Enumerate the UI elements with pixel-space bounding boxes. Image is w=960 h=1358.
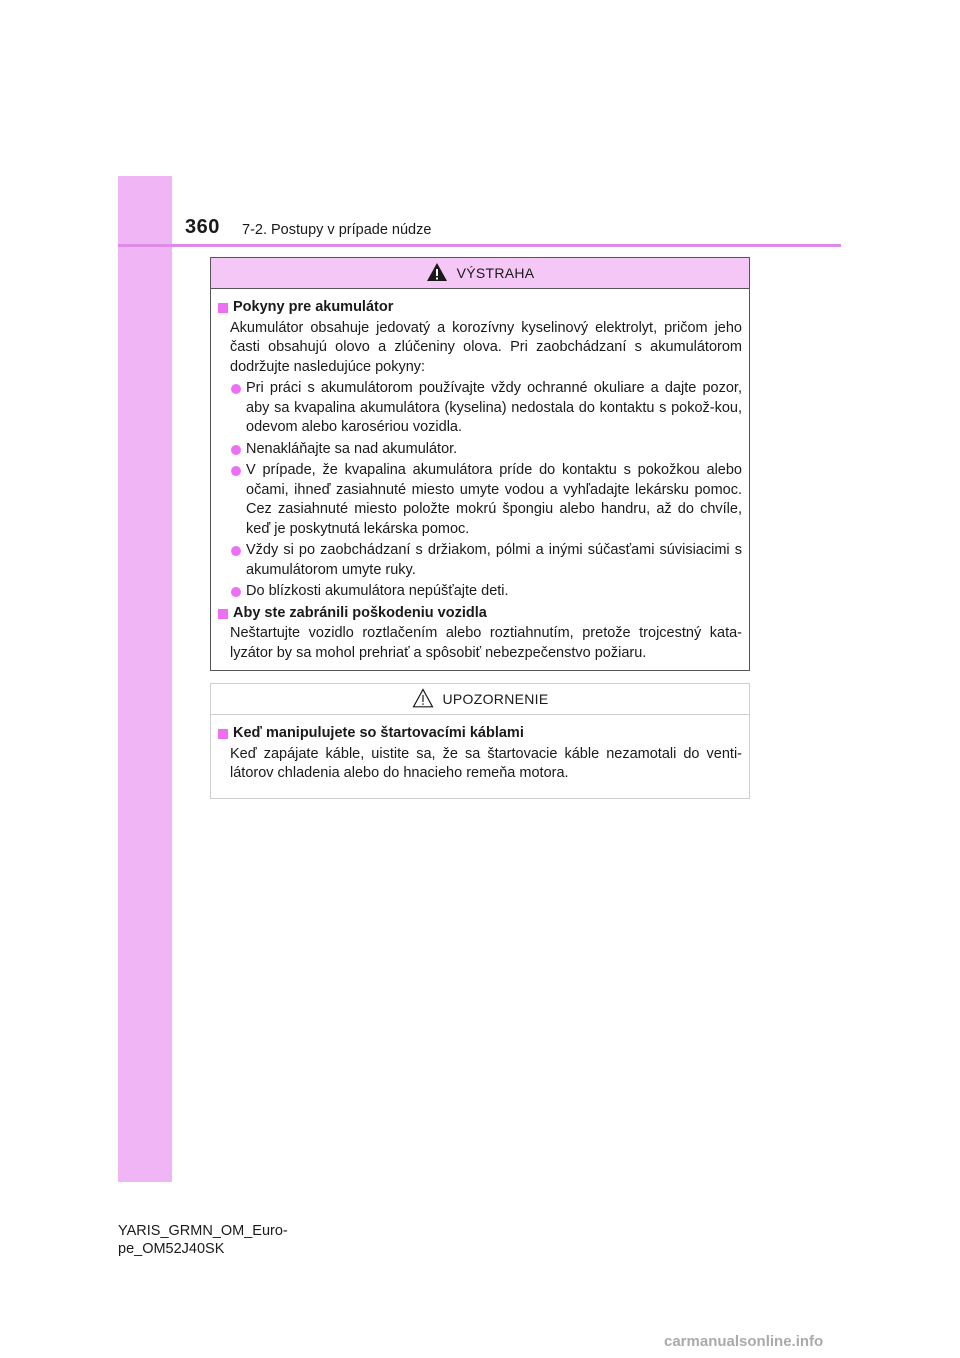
section-paragraph: Keď zapájate káble, uistite sa, že sa štartovacie káble nezamotali do venti-látorov chladenia alebo do hnacieho remeňa motora. <box>230 745 742 781</box>
section-paragraph: Akumulátor obsahuje jedovatý a korozívny kyselinový elektrolyt, pričom jeho časti obsahujú olovo a zlúčeniny olova. Pri zaobchádzaní s akumulátorom dodržujte nasledujúce pokyny: <box>230 319 742 375</box>
warning-section-vehicle <box>218 604 742 664</box>
warning-section-battery <box>218 298 742 602</box>
caution-header <box>211 684 749 715</box>
page-number: 360 <box>185 216 220 238</box>
section-paragraph: Neštartujte vozidlo roztlačením alebo roztiahnutím, pretože trojcestný kata-lyzátor by sa mohol prehriať a spôsobiť nebezpečenstvo požiaru. <box>230 625 742 661</box>
caution-title: UPOZORNENIE <box>442 691 549 707</box>
warning-triangle-outline-icon <box>412 688 434 708</box>
list-item <box>231 541 742 580</box>
caution-section-cables <box>218 724 742 784</box>
list-item <box>231 461 742 539</box>
round-bullet-icon <box>231 546 241 556</box>
warning-triangle-filled-icon <box>426 262 448 282</box>
square-bullet-icon <box>218 303 228 313</box>
watermark: carmanualsonline.info <box>664 1333 824 1350</box>
list-item <box>231 379 742 438</box>
warning-header <box>211 258 749 289</box>
heading-text: Keď manipulujete so štartovacími káblami <box>233 725 524 741</box>
round-bullet-icon <box>231 445 241 455</box>
list-item-text: V prípade, že kvapalina akumulátora príde do kontaktu s pokožkou alebo očami, ihneď zasiahnuté miesto umyte vodou a vyhľadajte lekársku pomoc. Cez zasiahnuté miesto položte mokrú špongiu alebo handru, až do chvíle, keď je poskytnutá lekárska pomoc. <box>246 462 742 537</box>
caution-box <box>210 683 750 799</box>
heading-text: Pokyny pre akumulátor <box>233 299 394 315</box>
caution-section-heading <box>218 724 742 744</box>
round-bullet-icon <box>231 466 241 476</box>
side-color-band <box>118 176 172 1182</box>
caution-body <box>211 715 749 784</box>
list-item-text: Do blízkosti akumulátora nepúšťajte deti. <box>246 583 509 599</box>
document-footer <box>118 1222 288 1258</box>
footer-line-2: pe_OM52J40SK <box>118 1241 225 1257</box>
warning-section-heading <box>218 298 742 318</box>
footer-line-1: YARIS_GRMN_OM_Euro- <box>118 1223 288 1239</box>
list-item <box>231 582 742 602</box>
warning-section-heading <box>218 604 742 624</box>
heading-text: Aby ste zabránili poškodeniu vozidla <box>233 604 487 621</box>
list-item-text: Pri práci s akumulátorom používajte vždy ochranné okuliare a dajte pozor, aby sa kvapalina akumulátora (kyselina) nedostala do kontaktu s pokož-kou, odevom alebo karosériou vozidla. <box>246 380 742 435</box>
round-bullet-icon <box>231 384 241 394</box>
warning-title: VÝSTRAHA <box>456 265 535 281</box>
warning-box <box>210 257 750 671</box>
list-item-text: Vždy si po zaobchádzaní s držiakom, pólmi a inými súčasťami súvisiacimi s akumulátorom umyte ruky. <box>246 542 742 578</box>
square-bullet-icon <box>218 609 228 619</box>
list-item <box>231 440 742 460</box>
square-bullet-icon <box>218 729 228 739</box>
round-bullet-icon <box>231 587 241 597</box>
warning-body <box>211 289 749 663</box>
header-rule <box>118 244 841 247</box>
section-title: 7-2. Postupy v prípade núdze <box>242 222 432 238</box>
list-item-text: Nenakláňajte sa nad akumulátor. <box>246 440 458 457</box>
